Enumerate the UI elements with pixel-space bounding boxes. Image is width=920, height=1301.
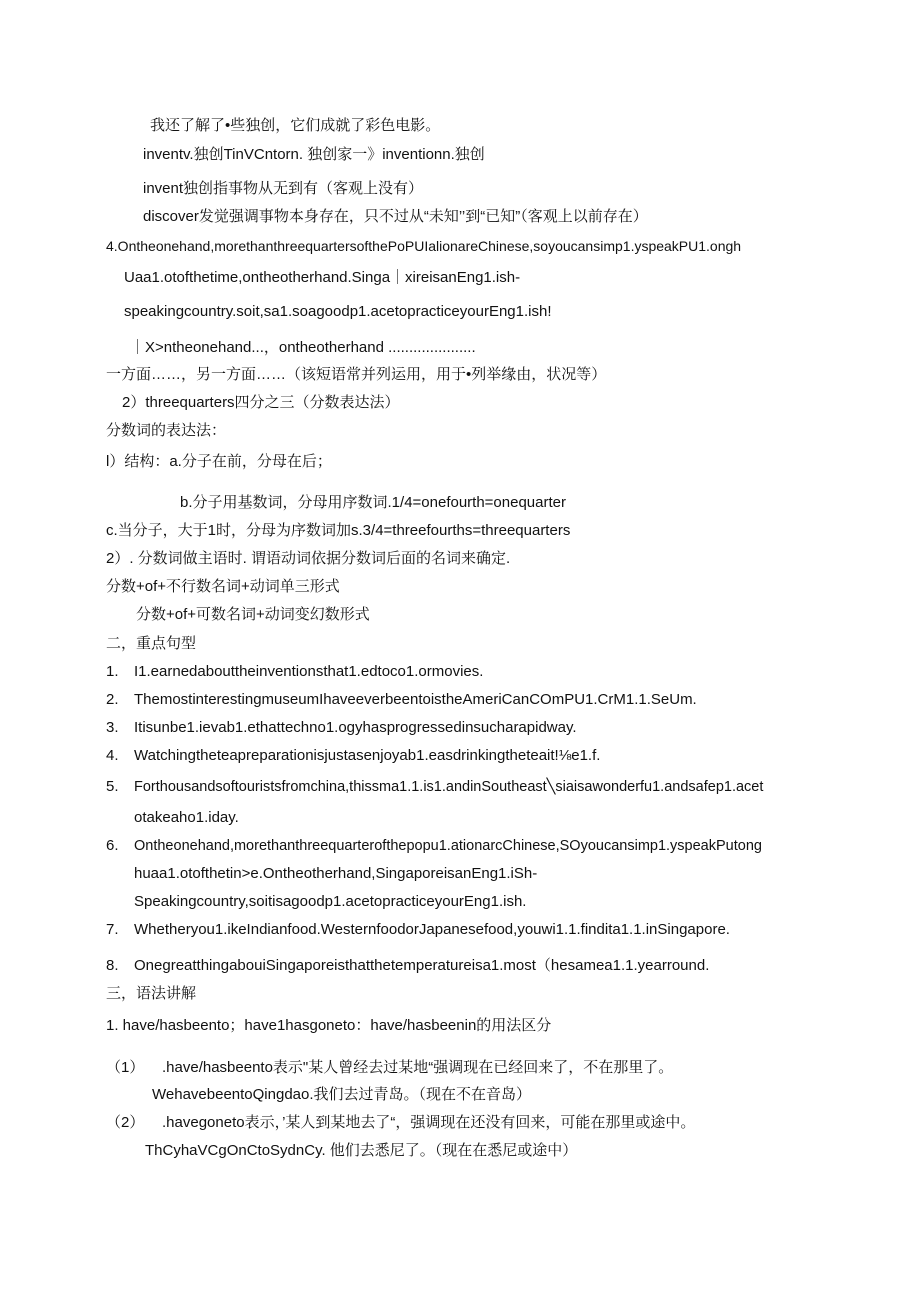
intro-line-3: invent独创指事物从无到有（客观上没有） [143,180,424,197]
list-item-number: 6. [106,837,119,854]
list-item-number: 5. [106,778,119,795]
point4-line-13: 分数+of+可数名词+动词变幻数形式 [136,606,370,623]
intro-line-4: discover发觉强调事物本身存在，只不过从“未知’’到“已知”（客观上以前存在） [143,208,648,225]
list-item: Forthousandsoftouristsfromchina,thissma1.1.is1.andinSoutheast╲siaisawonderfu1.andsafep1.acet [134,779,764,795]
list-item-number: 4. [106,747,119,764]
list-item: ThemostinterestingmuseumIhaveeverbeentoistheAmeriCanCOmPU1.CrM1.1.SeUm. [134,691,697,708]
list-item: I1.earnedaboutthei​nventionsthat1.edtoco1.ormovies. [134,663,484,680]
list-item-number: 8. [106,957,119,974]
list-item-number: 7. [106,921,119,938]
point4-line-5: 一方面……，另一方面……（该短语常并列运用，用于•列举缘由，状况等） [106,366,607,383]
list-item: Itisunbe1.ievab1.ethattechno1.ogyhasprogressedinsucharapidway. [134,719,577,736]
point4-line-3: speakingcountry.soit,sa1.soagoodp1.acetopracticeyourEng1.ish! [124,303,552,320]
section3-line-1: 1. have/hasbeento；have1hasgoneto：have/hasbeenin的用法区分 [106,1017,552,1034]
point4-line-10: c.当分子，大于1时，分母为序数词加s.3/4=threefourths=threequarters [106,522,571,539]
list-item: Whetheryou1.ikeIndianfood.WesternfoodorJapanesefood,youwi1.1.findita1.1.inSingapore. [134,921,730,938]
point4-line-1: 4.Ontheonehand,morethanthreequartersofthePoPUIalionareChinese,soyoucansimp1.yspeakPU1.ongh [106,238,742,254]
list-item: Watchingtheteapreparationisjustasenjoyab1.easdrinkingtheteait!⅛e1.f. [134,747,601,764]
paragraph-number: （1） [106,1059,145,1076]
point4-line-9: b.分子用基数词，分母用序数词.1/4=onefourth=onequarter [180,494,566,511]
point4-line-12: 分数+of+不行数名词+动词单三形式 [106,578,340,595]
list-item: Onegreatthingabou​iSingaporeisthatthetemperatureisa1.most（hesamea1.1.yearround. [134,957,710,974]
point4-line-11: 2）. 分数词做主语时. 谓语动词依据分数词后面的名词来确定. [106,550,511,567]
paragraph-number: （2） [106,1114,145,1131]
list-item-continuation: huaa1.otofthetin>e.Ontheotherhand,SingaporeisanEng1.iSh- [134,865,538,882]
point4-line-8: l）结构：a.分子在前，分母在后； [106,453,332,470]
section3-title: 三，语法讲解 [106,985,197,1002]
intro-line-2: inventv.独创TinVCntorn. 独创家一》inventionn.独创 [143,146,485,163]
paragraph-text: .havegoneto表示，’某人到某地去了“，强调现在还没有回来，可能在那里或途中。 [162,1114,696,1131]
list-item-continuation: Speakingcountry,soitisagoodp1.acetopracticeyourEng1.ish. [134,893,527,910]
example-line: ThCyhaVCgOnCtoSydnCy. 他们去悉尼了。（现在在悉尼或途中） [145,1142,578,1159]
intro-line-1: 我还了解了•些独创，它们成就了彩色电影。 [150,117,441,134]
point4-line-7: 分数词的表达法： [106,422,227,439]
list-item-number: 3. [106,719,119,736]
list-item-continuation: otakeaho1.iday. [134,809,239,826]
list-item: Ontheonehand,morethanthreequarterofthepopu1.ationarcChinese,SOyoucansimp1.yspeakPutong [134,838,762,854]
example-line: WehavebeentoQingdao.我们去过青岛。（现在不在音岛） [152,1086,532,1103]
point4-line-2: Uaa1.otofthetime,ontheotherhand.Singa｜xireisanEng1.ish- [124,269,521,286]
list-item-number: 2. [106,691,119,708]
point4-line-6: 2）threequarters四分之三（分数表达法） [122,394,400,411]
list-item-number: 1. [106,663,119,680]
point4-line-4: ｜X>ntheonehand...，ontheotherhand ..................... [130,339,476,356]
paragraph-text: .have/hasbeento表示"某人曾经去过某地“强调现在已经回来了，不在那里了。 [162,1059,674,1076]
section2-title: 二，重点句型 [106,635,197,652]
